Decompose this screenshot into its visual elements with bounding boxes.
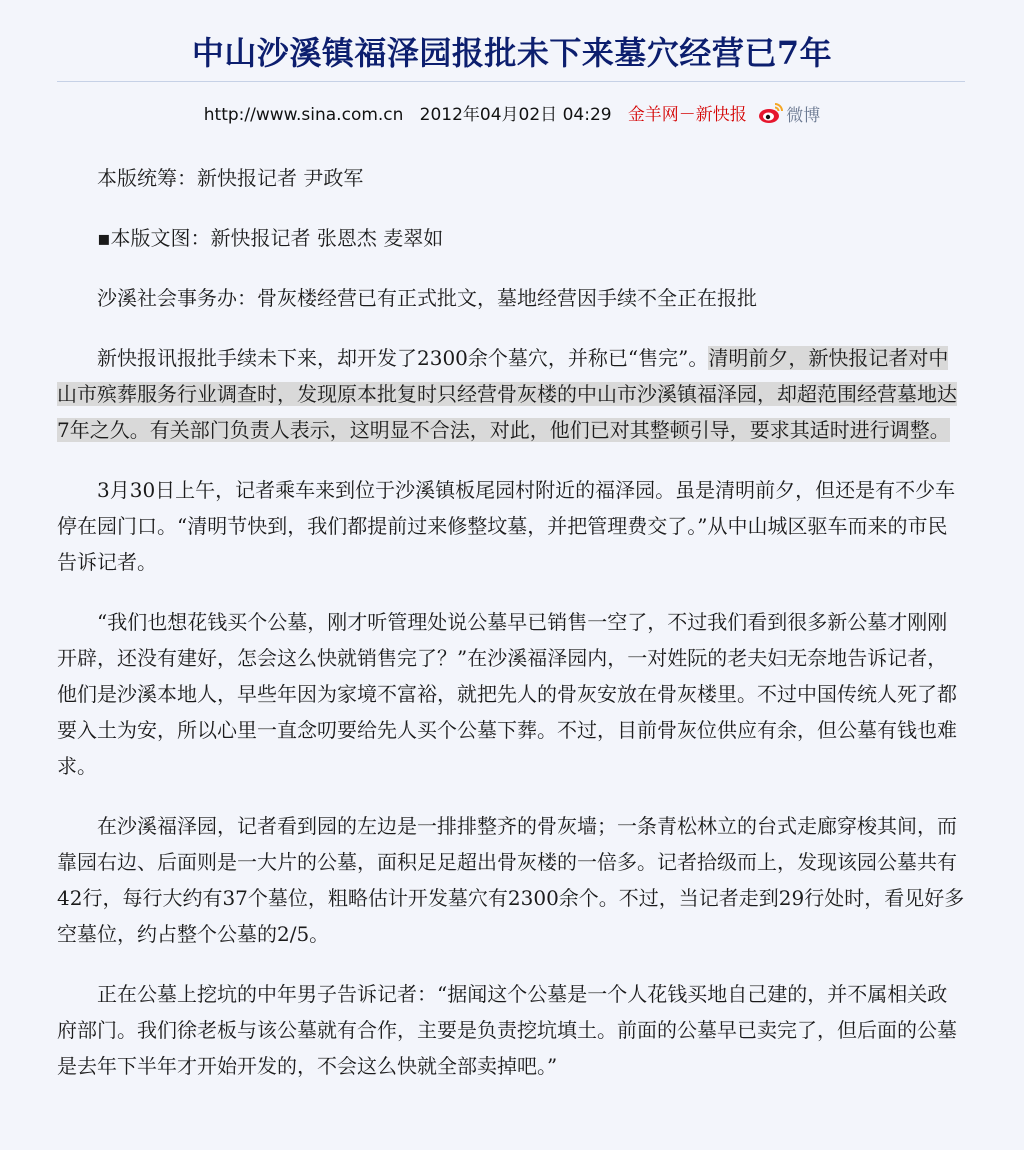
- weibo-share-button[interactable]: [758, 101, 820, 126]
- source-url[interactable]: http://www.sina.com.cn: [203, 105, 404, 125]
- paragraph-worker-quote: 正在公墓上挖坑的中年男子告诉记者：“据闻这个公墓是一个人花钱买地自己建的，并不属相关政府部门。我们徐老板与该公墓就有合作，主要是负责挖坑填土。前面的公墓早已卖完了，但后面的公墓是去年下半年才开始开发的，不会这么快就全部卖掉吧。”: [57, 982, 957, 1078]
- paragraph-lead: [57, 340, 965, 448]
- paragraph-site-description: 在沙溪福泽园，记者看到园的左边是一排排整齐的骨灰墙；一条青松林立的台式走廊穿梭其间，而靠园右边、后面则是一大片的公墓，面积足足超出骨灰楼的一倍多。记者拾级而上，发现该园公墓共有42行，每行大约有37个墓位，粗略估计开发墓穴有2300余个。不过，当记者走到29行处时，看见好多空墓位，约占整个公墓的2/5。: [57, 814, 965, 946]
- weibo-label: 微博: [786, 105, 821, 126]
- paragraph-photo-credit: ▪本版文图：新快报记者 张恩杰 麦翠如: [97, 226, 444, 250]
- weibo-icon: [758, 102, 784, 124]
- paragraph-editor-credit: 本版统筹：新快报记者 尹政军: [97, 166, 364, 190]
- paragraph-subheading: 沙溪社会事务办：骨灰楼经营已有正式批文，墓地经营因手续不全正在报批: [97, 286, 757, 310]
- article-meta: [0, 100, 1024, 126]
- article-title: 中山沙溪镇福泽园报批未下来墓穴经营已7年: [191, 34, 833, 72]
- paragraph-visit: 3月30日上午，记者乘车来到位于沙溪镇板尾园村附近的福泽园。虽是清明前夕，但还是有不少车停在园门口。“清明节快到，我们都提前过来修整坟墓，并把管理费交了。”从中山城区驱车而来的市民告诉记者。: [57, 478, 956, 574]
- paragraph-couple-quote: “我们也想花钱买个公墓，刚才听管理处说公墓早已销售一空了，不过我们看到很多新公墓才刚刚开辟，还没有建好，怎会这么快就销售完了？”在沙溪福泽园内，一对姓阮的老夫妇无奈地告诉记者，他们是沙溪本地人，早些年因为家境不富裕，就把先人的骨灰安放在骨灰楼里。不过中国传统人死了都要入土为安，所以心里一直念叨要给先人买个公墓下葬。不过，目前骨灰位供应有余，但公墓有钱也难求。: [57, 610, 957, 778]
- source-link[interactable]: 金羊网－新快报: [627, 105, 747, 125]
- publish-datetime: 2012年04月02日 04:29: [419, 105, 612, 125]
- lead-plain-text: 新快报讯报批手续未下来，却开发了2300余个墓穴，并称已“售完”。: [97, 346, 709, 370]
- lead-highlighted-text: 清明前夕，新快报记者对中山市殡葬服务行业调查时，发现原本批复时只经营骨灰楼的中山市沙溪镇福泽园，却超范围经营墓地达7年之久。有关部门负责人表示，这明显不合法，对此，他们已对其整顿引导，要求其适时进行调整。: [57, 346, 957, 442]
- article-body: [57, 160, 965, 1108]
- title-divider: [57, 81, 965, 82]
